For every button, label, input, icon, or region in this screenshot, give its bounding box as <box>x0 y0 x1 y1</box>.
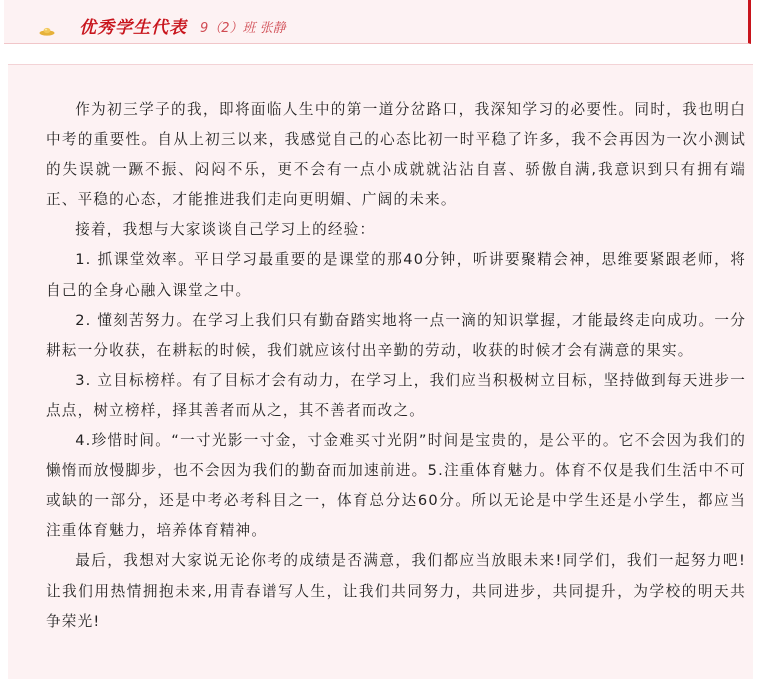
paragraph-conclusion: 最后，我想对大家说无论你考的成绩是否满意，我们都应当放眼未来!同学们，我们一起努力吧!让我们用热情拥抱未来,用青春谱写人生，让我们共同努力，共同进步，共同提升，为学校的明天共争荣光! <box>46 552 746 630</box>
paragraph-transition: 接着，我想与大家谈谈自己学习上的经验： <box>75 221 376 239</box>
paragraph-point-3: 3. 立目标榜样。有了目标才会有动力，在学习上，我们应当积极树立目标，坚持做到每天进步一点点，树立榜样，择其善者而从之，其不善者而改之。 <box>46 371 746 419</box>
paragraph-point-4-5: 4.珍惜时间。“一寸光影一寸金，寸金难买寸光阴”时间是宝贵的，是公平的。它不会因为我们的懒惰而放慢脚步，也不会因为我们的勤奋而加速前进。5.注重体育魅力。体育不仅是我们生活中不可或缺的一部分，还是中考必考科目之一，体育总分达60分。所以无论是中学生还是小学生，都应当注重体育魅力，培养体育精神。 <box>46 432 746 540</box>
header-title: 优秀学生代表 <box>79 18 187 38</box>
paragraph-point-1: 1. 抓课堂效率。平日学习最重要的是课堂的那40分钟，听讲要聚精会神，思维要紧跟老师，将自己的全身心融入课堂之中。 <box>46 251 746 299</box>
header-subtitle: 9（2）班 张静 <box>200 21 286 36</box>
speech-text <box>46 95 746 637</box>
speech-content <box>8 64 753 679</box>
section-header <box>4 0 751 44</box>
paragraph-point-2: 2. 懂刻苦努力。在学习上我们只有勤奋踏实地将一点一滴的知识掌握，才能最终走向成功。一分耕耘一分收获，在耕耘的时候，我们就应该付出辛勤的劳动，收获的时候才会有满意的果实。 <box>46 311 746 359</box>
paragraph-intro: 作为初三学子的我，即将面临人生中的第一道分岔路口，我深知学习的必要性。同时，我也明白中考的重要性。自从上初三以来，我感觉自己的心态比初一时平稳了许多，我不会再因为一次小测试的失误就一蹶不振、闷闷不乐，更不会有一点小成就就沾沾自喜、骄傲自满,我意识到只有拥有端正、平稳的心态，才能推进我们走向更明媚、广阔的未来。 <box>46 101 746 209</box>
gold-ingot-icon <box>39 26 55 36</box>
